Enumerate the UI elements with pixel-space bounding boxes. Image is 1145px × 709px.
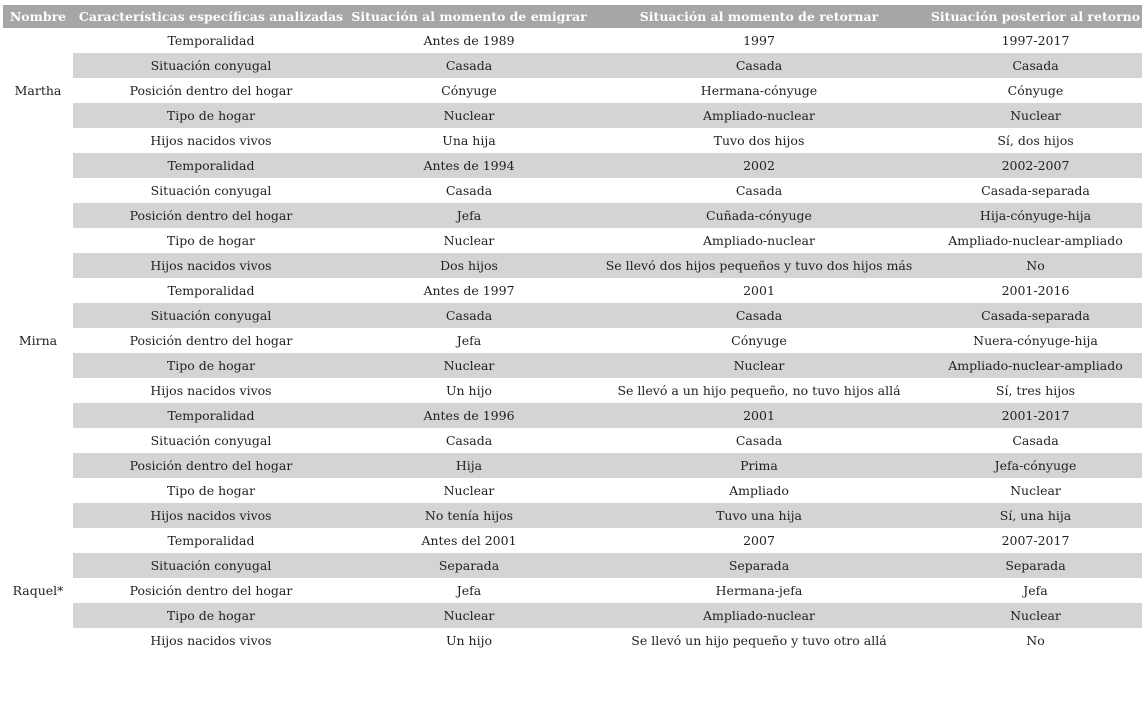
cell-caracteristica: Posición dentro del hogar [129, 333, 293, 348]
cell-posterior: Nuclear [1010, 483, 1061, 498]
cell-emigrar: Antes de 1994 [349, 153, 589, 178]
cell-emigrar: Una hija [442, 133, 496, 148]
table-row [3, 578, 1142, 603]
cell-caracteristica: Situación conyugal [73, 53, 349, 78]
cell-emigrar: Jefa [456, 333, 482, 348]
table-row [3, 128, 1142, 153]
table-row [3, 53, 1142, 78]
cell-caracteristica: Temporalidad [167, 283, 255, 298]
table-row [3, 453, 1142, 478]
cell-retornar: 1997 [743, 33, 775, 48]
cell-emigrar: Nuclear [349, 353, 589, 378]
table-row [3, 178, 1142, 203]
cell-posterior: 2007-2017 [1001, 533, 1070, 548]
cell-posterior: 2001-2016 [1001, 283, 1070, 298]
cell-retornar: Hermana-jefa [715, 583, 803, 598]
cell-caracteristica: Temporalidad [167, 533, 255, 548]
cell-emigrar: Casada [349, 53, 589, 78]
cell-posterior: Nuclear [929, 103, 1142, 128]
cell-retornar: Casada [589, 303, 929, 328]
cell-posterior: Nuclear [929, 603, 1142, 628]
cell-retornar: Ampliado [729, 483, 789, 498]
header-posterior: Situación posterior al retorno [929, 5, 1142, 28]
cell-nombre [3, 153, 73, 278]
table-row [3, 628, 1142, 653]
table-header [3, 5, 1142, 28]
cell-posterior: Ampliado-nuclear-ampliado [948, 233, 1123, 248]
cell-emigrar: Nuclear [443, 483, 495, 498]
cell-posterior: Casada-separada [929, 303, 1142, 328]
cell-posterior: Separada [929, 553, 1142, 578]
cell-caracteristica: Hijos nacidos vivos [150, 133, 272, 148]
cell-emigrar: Casada [445, 433, 493, 448]
table-row [3, 153, 1142, 178]
cell-retornar: 2001 [743, 283, 775, 298]
cell-caracteristica: Hijos nacidos vivos [73, 503, 349, 528]
cell-caracteristica: Temporalidad [73, 403, 349, 428]
cell-emigrar: Jefa [456, 583, 482, 598]
table-row [3, 253, 1142, 278]
cell-posterior: 1997-2017 [1001, 33, 1070, 48]
cell-caracteristica: Posición dentro del hogar [129, 583, 293, 598]
cell-posterior: 2001-2017 [929, 403, 1142, 428]
cell-emigrar: Casada [349, 303, 589, 328]
cell-posterior: Sí, dos hijos [997, 133, 1074, 148]
table-row [3, 103, 1142, 128]
cell-caracteristica: Posición dentro del hogar [129, 83, 293, 98]
cell-caracteristica: Posición dentro del hogar [73, 453, 349, 478]
table-row [3, 303, 1142, 328]
cell-retornar: Casada [735, 433, 783, 448]
cell-emigrar: Separada [349, 553, 589, 578]
cell-retornar: 2002 [589, 153, 929, 178]
cell-emigrar: Un hijo [445, 633, 492, 648]
cell-emigrar: Nuclear [349, 103, 589, 128]
table-row [3, 203, 1142, 228]
cell-posterior: 2002-2007 [929, 153, 1142, 178]
cell-retornar: Tuvo dos hijos [713, 133, 805, 148]
cell-retornar: Cuñada-cónyuge [589, 203, 929, 228]
cell-retornar: Hermana-cónyuge [700, 83, 818, 98]
cell-caracteristica: Tipo de hogar [166, 483, 256, 498]
cell-retornar: Prima [589, 453, 929, 478]
cell-retornar: Cónyuge [731, 333, 787, 348]
cell-nombre: Martha [3, 28, 73, 153]
table-row [3, 478, 1142, 503]
data-table [3, 5, 1142, 653]
cell-nombre: Mirna [3, 278, 73, 403]
table-row [3, 528, 1142, 553]
table-row [3, 278, 1142, 303]
cell-emigrar: Antes de 1989 [423, 33, 515, 48]
table-row [3, 428, 1142, 453]
cell-posterior: Hija-cónyuge-hija [929, 203, 1142, 228]
table-row [3, 28, 1142, 53]
cell-retornar: Se llevó dos hijos pequeños y tuvo dos hijos más [589, 253, 929, 278]
cell-emigrar: Antes del 2001 [421, 533, 517, 548]
cell-retornar: Se llevó un hijo pequeño y tuvo otro allá [631, 633, 887, 648]
cell-posterior: No [1026, 633, 1045, 648]
cell-emigrar: Jefa [349, 203, 589, 228]
cell-posterior: Sí, una hija [929, 503, 1142, 528]
cell-caracteristica: Situación conyugal [73, 553, 349, 578]
cell-retornar: Nuclear [589, 353, 929, 378]
cell-retornar: Separada [589, 553, 929, 578]
cell-emigrar: Cónyuge [441, 83, 497, 98]
cell-retornar: Ampliado-nuclear [702, 233, 815, 248]
cell-posterior: Cónyuge [1007, 83, 1064, 98]
cell-posterior: Casada [929, 53, 1142, 78]
cell-posterior: Casada [1012, 433, 1059, 448]
cell-retornar: Ampliado-nuclear [589, 103, 929, 128]
table-row [3, 403, 1142, 428]
table-body [3, 28, 1142, 653]
table-row [3, 328, 1142, 353]
cell-caracteristica: Temporalidad [167, 33, 255, 48]
cell-retornar: Ampliado-nuclear [589, 603, 929, 628]
table-row [3, 228, 1142, 253]
cell-posterior: No [929, 253, 1142, 278]
cell-retornar: Tuvo una hija [589, 503, 929, 528]
table-row [3, 78, 1142, 103]
cell-caracteristica: Tipo de hogar [73, 603, 349, 628]
table-row [3, 503, 1142, 528]
cell-retornar: Casada [589, 53, 929, 78]
cell-caracteristica: Tipo de hogar [73, 103, 349, 128]
cell-emigrar: Antes de 1997 [423, 283, 515, 298]
header-nombre: Nombre [3, 5, 73, 28]
cell-caracteristica: Hijos nacidos vivos [150, 633, 272, 648]
cell-posterior: Nuera-cónyuge-hija [973, 333, 1098, 348]
cell-retornar: 2007 [743, 533, 775, 548]
header-row [3, 5, 1142, 28]
cell-posterior: Ampliado-nuclear-ampliado [929, 353, 1142, 378]
cell-caracteristica: Temporalidad [73, 153, 349, 178]
header-caracteristicas: Características específicas analizadas [73, 5, 349, 28]
cell-emigrar: Un hijo [445, 383, 492, 398]
cell-caracteristica: Tipo de hogar [166, 233, 256, 248]
table-row [3, 603, 1142, 628]
cell-emigrar: Antes de 1996 [349, 403, 589, 428]
header-retornar: Situación al momento de retornar [589, 5, 929, 28]
cell-posterior: Jefa-cónyuge [929, 453, 1142, 478]
cell-retornar: Se llevó a un hijo pequeño, no tuvo hijos allá [617, 383, 901, 398]
cell-emigrar: Dos hijos [349, 253, 589, 278]
cell-posterior: Casada-separada [981, 183, 1090, 198]
cell-posterior: Sí, tres hijos [995, 383, 1076, 398]
cell-caracteristica: Hijos nacidos vivos [150, 383, 272, 398]
cell-caracteristica: Situación conyugal [73, 303, 349, 328]
table-row [3, 553, 1142, 578]
cell-emigrar: Nuclear [443, 233, 495, 248]
table-row [3, 378, 1142, 403]
cell-retornar: Casada [735, 183, 783, 198]
cell-caracteristica: Posición dentro del hogar [73, 203, 349, 228]
cell-retornar: 2001 [589, 403, 929, 428]
table-row [3, 353, 1142, 378]
cell-nombre [3, 403, 73, 528]
cell-emigrar: Nuclear [349, 603, 589, 628]
cell-posterior: Jefa [1023, 583, 1048, 598]
header-emigrar: Situación al momento de emigrar [349, 5, 589, 28]
cell-emigrar: Hija [349, 453, 589, 478]
cell-caracteristica: Tipo de hogar [73, 353, 349, 378]
cell-caracteristica: Hijos nacidos vivos [73, 253, 349, 278]
cell-caracteristica: Situación conyugal [150, 433, 272, 448]
cell-emigrar: Casada [445, 183, 493, 198]
cell-caracteristica: Situación conyugal [150, 183, 272, 198]
cell-nombre: Raquel* [3, 528, 73, 653]
cell-emigrar: No tenía hijos [349, 503, 589, 528]
